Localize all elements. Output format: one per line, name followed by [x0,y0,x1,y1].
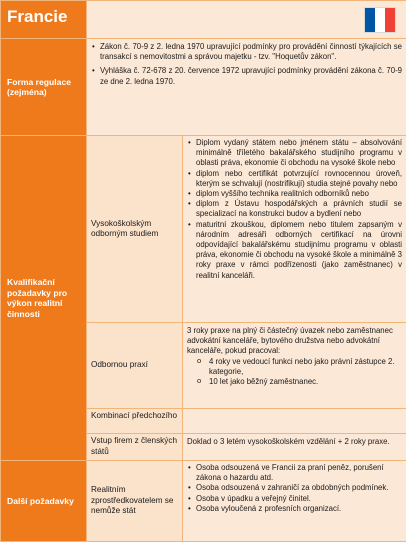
vzdelani-item: • diplom nebo certifikát potvrzující rovnocennou úroveň, kterým se schvalují (nostrifikují) studia stejné povahy nebo [187,169,402,189]
forma-row [1,39,406,136]
kombinaci-label: Kombinací předchozího [87,409,182,425]
vzdelani-item: • Diplom vydaný státem nebo jménem státu – absolvování minimálně tříletého bakalářského studijního programu v oblasti práva, ekonomie či obchodu na vysoké škole nebo [187,138,402,169]
dalsi-label: Realitním zprostředkovatelem se nemůže stát [87,482,182,520]
dalsi-list [183,461,406,516]
dalsi-item: • Osoba v úpadku a veřejný činitel. [187,494,402,504]
kvalifikace-heading-cell [1,136,87,461]
forma-content [87,39,406,136]
kombinaci-label-cell [87,409,183,434]
country-cell [1,1,87,39]
dalsi-heading-cell [1,461,87,542]
forma-item: • Vyhláška č. 72-678 z 20. července 1972 upravující podmínky provádění zákona č. 70-9 ze dne 2. ledna 1970. [91,66,402,86]
forma-heading: Forma regulace (zejména) [1,77,86,98]
country-title: Francie [1,1,86,27]
flag-cell [87,1,406,39]
vzdelani-item: • diplom z Ústavu hospodářských a právních studií se specializací na konstrukci budov a bydlení nebo [187,199,402,219]
kombinaci-text [183,409,406,412]
vzdelani-row [1,136,406,323]
vstup-text: Doklad o 3 letém vysokoškolském vzdělání + 2 roky praxe. [183,434,406,447]
praxe-label: Odbornou praxí [87,357,182,374]
praxe-text: 3 roky praxe na plný či částečný úvazek nebo zaměstnanec advokátní kanceláře, bytového družstva nebo advokátní kanceláře, pokud pracoval: [183,323,406,357]
praxe-item: o 10 let jako běžný zaměstnanec. [197,377,402,387]
kombinaci-content [183,409,406,434]
vzdelani-item: • maturitní zkouškou, diplomem nebo titulem zapsaným v národním adresáři odborných certifikací na úrovni odpovídající bakalářskému studijnímu programu v oblasti práva, ekonomie či obchodu na vysoké škole a minimálně 3 roky praxe v rámci podřízenosti (jako zaměstnanec) v realitní kanceláři. [187,220,402,281]
dalsi-item: • Osoba odsouzená ve Francii za praní peněz, porušení zákona o hazardu atd. [187,463,402,483]
france-flag-icon [364,7,396,33]
vzdelani-label-cell [87,136,183,323]
vzdelani-content [183,136,406,323]
flag-stripe-blue [365,8,375,32]
forma-item: • Zákon č. 70-9 z 2. ledna 1970 upravující podmínky pro provádění činností týkajících se transakcí s nemovitostmi a správou majetku - tzv. "Hoquetův zákon". [91,42,402,62]
dalsi-content [183,461,406,542]
vstup-content [183,434,406,461]
praxe-label-cell [87,323,183,409]
praxe-content [183,323,406,409]
kvalifikace-heading: Kvalifikační požadavky pro výkon realitní činnosti [1,277,86,319]
flag-stripe-white [375,8,385,32]
header-row [1,1,406,39]
vstup-label-cell [87,434,183,461]
praxe-item: o 4 roky ve vedoucí funkci nebo jako právní zástupce 2. kategorie, [197,357,402,377]
forma-list [87,39,406,89]
forma-heading-cell [1,39,87,136]
vzdelani-list [183,136,406,283]
praxe-list [183,357,406,388]
dalsi-heading: Další požadavky [1,496,86,507]
dalsi-label-cell [87,461,183,542]
dalsi-item: • Osoba odsouzená v zahraničí za obdobných podmínek. [187,483,402,493]
flag-stripe-red [385,8,395,32]
vzdelani-label: Vysokoškolským odborným studiem [87,216,182,243]
dalsi-item: • Osoba vyloučená z profesních organizací. [187,504,402,514]
vstup-label: Vstup firem z členských států [87,434,182,460]
vzdelani-item: • diplom vyššího technika realitních odborníků nebo [187,189,402,199]
dalsi-row [1,461,406,542]
